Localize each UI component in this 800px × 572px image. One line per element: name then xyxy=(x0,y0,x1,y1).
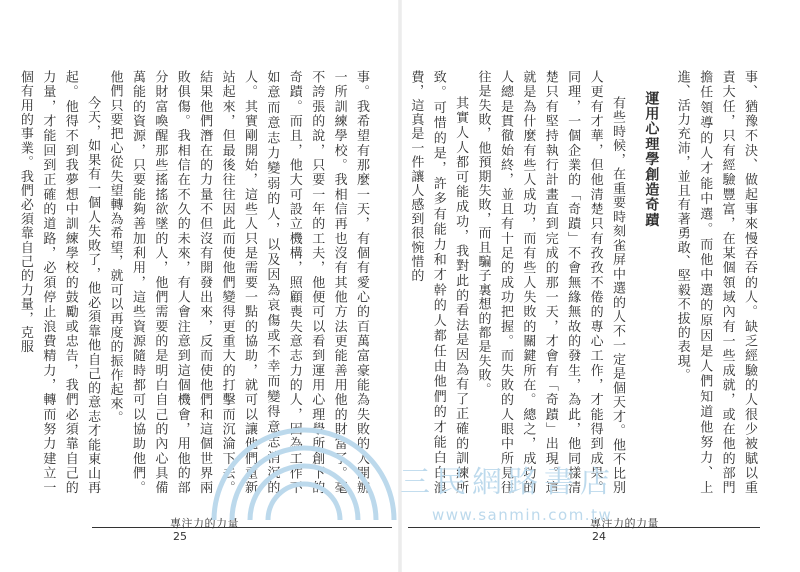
watermark-store-name: 三民網路書店 xyxy=(400,465,616,500)
running-footer-title: 專注力的力量 xyxy=(170,517,239,530)
book-gutter xyxy=(398,0,402,572)
paragraph: 事、猶豫不決、做起事來慢吞吞的人。缺乏經驗的人很少被賦以重責大任，只有經驗豐富，在某個領域內有一些成就，或在他的部門擔任領導的人才能中選。而他中選的原因是人們知道他努力、上進、活力充沛，並且有著勇敢、堅毅不拔的表現。 xyxy=(674,70,757,495)
running-footer-title: 專注力的力量 xyxy=(590,517,659,530)
page-24 xyxy=(400,0,800,572)
section-heading: 運用心理學創造奇蹟 xyxy=(643,91,660,228)
paragraph: 有些時候，在重要時刻雀屏中選的人不一定是個天才。他不比別人更有才華，但他清楚只有孜孜不倦的專心工作，才能得到成果。同理，一個企業的「奇蹟」不會無緣無故的發生，為此，他同樣清楚只有堅持執行計畫直到完成的那一天，才會有「奇蹟」出現。這就是為什麼有些人成功，而有些人失敗的關鍵所在。總之，成功的人總是貫徹始終，並且有十足的成功把握。而失敗的人眼中所見往往是失敗，他預期失敗，而且騙子裏想的都是失敗。 xyxy=(475,70,625,495)
paragraph: 今天，如果有一個人失敗了，他必須靠他自己的意志才能東山再起。他得不到我夢想中訓練學校的鼓勵或忠告，我們必須靠自己的力量，才能回到正確的道路，必須停止浪費精力，轉而努力建立一個有用的事業。我們必須靠自己的力量，克服 xyxy=(17,70,101,495)
paragraph: 事。我希望有那麼一天，有個有愛心的百萬富豪能為失敗的人開辦一所訓練學校。我相信再也沒有其他方法更能善用他的財富了。毫不誇張的說，只要一年的工夫，他便可以看到運用心理學所創下的奇蹟。而且，他大可設立機構，照顧喪失意志力的人，因為工作不如意而意志力變弱的人，以及因為哀傷或不幸而變得意志消沉的人。其實剛開始，這些人只是需要一點的協助，就可以讓他們重新站起來，但最後往往因此而使他們變得更重大的打擊而沉淪下去。結果他們潛在的力量不但沒有開發出來，反而使他們和這個世界兩敗俱傷。我相信在不久的未來，有人會注意到這個機會，用他的部分財富喚醒那些搖搖欲墜的人，他們需要的是明白自己的內心具備萬能的資源，只要能夠善加利用，這些資源隨時都可以協助他們。他們只要把心從失望轉為希望，就可以再度的振作起來。 xyxy=(107,70,369,495)
paragraph: 其實人人都可能成功，我對此的看法是因為有了正確的訓練所致。可惜的是，許多有能力和才幹的人都任由他們的才能白白浪費，這真是一件讓人感到很惋惜的 xyxy=(408,70,469,495)
page-24-body xyxy=(408,70,760,495)
page-number: 24 xyxy=(592,530,606,543)
watermark-url: www.sanmin.com.tw xyxy=(432,506,613,524)
footer-rule xyxy=(408,527,760,528)
footer-rule xyxy=(92,527,392,528)
page-25-body xyxy=(17,70,372,495)
page-number: 25 xyxy=(173,530,187,543)
